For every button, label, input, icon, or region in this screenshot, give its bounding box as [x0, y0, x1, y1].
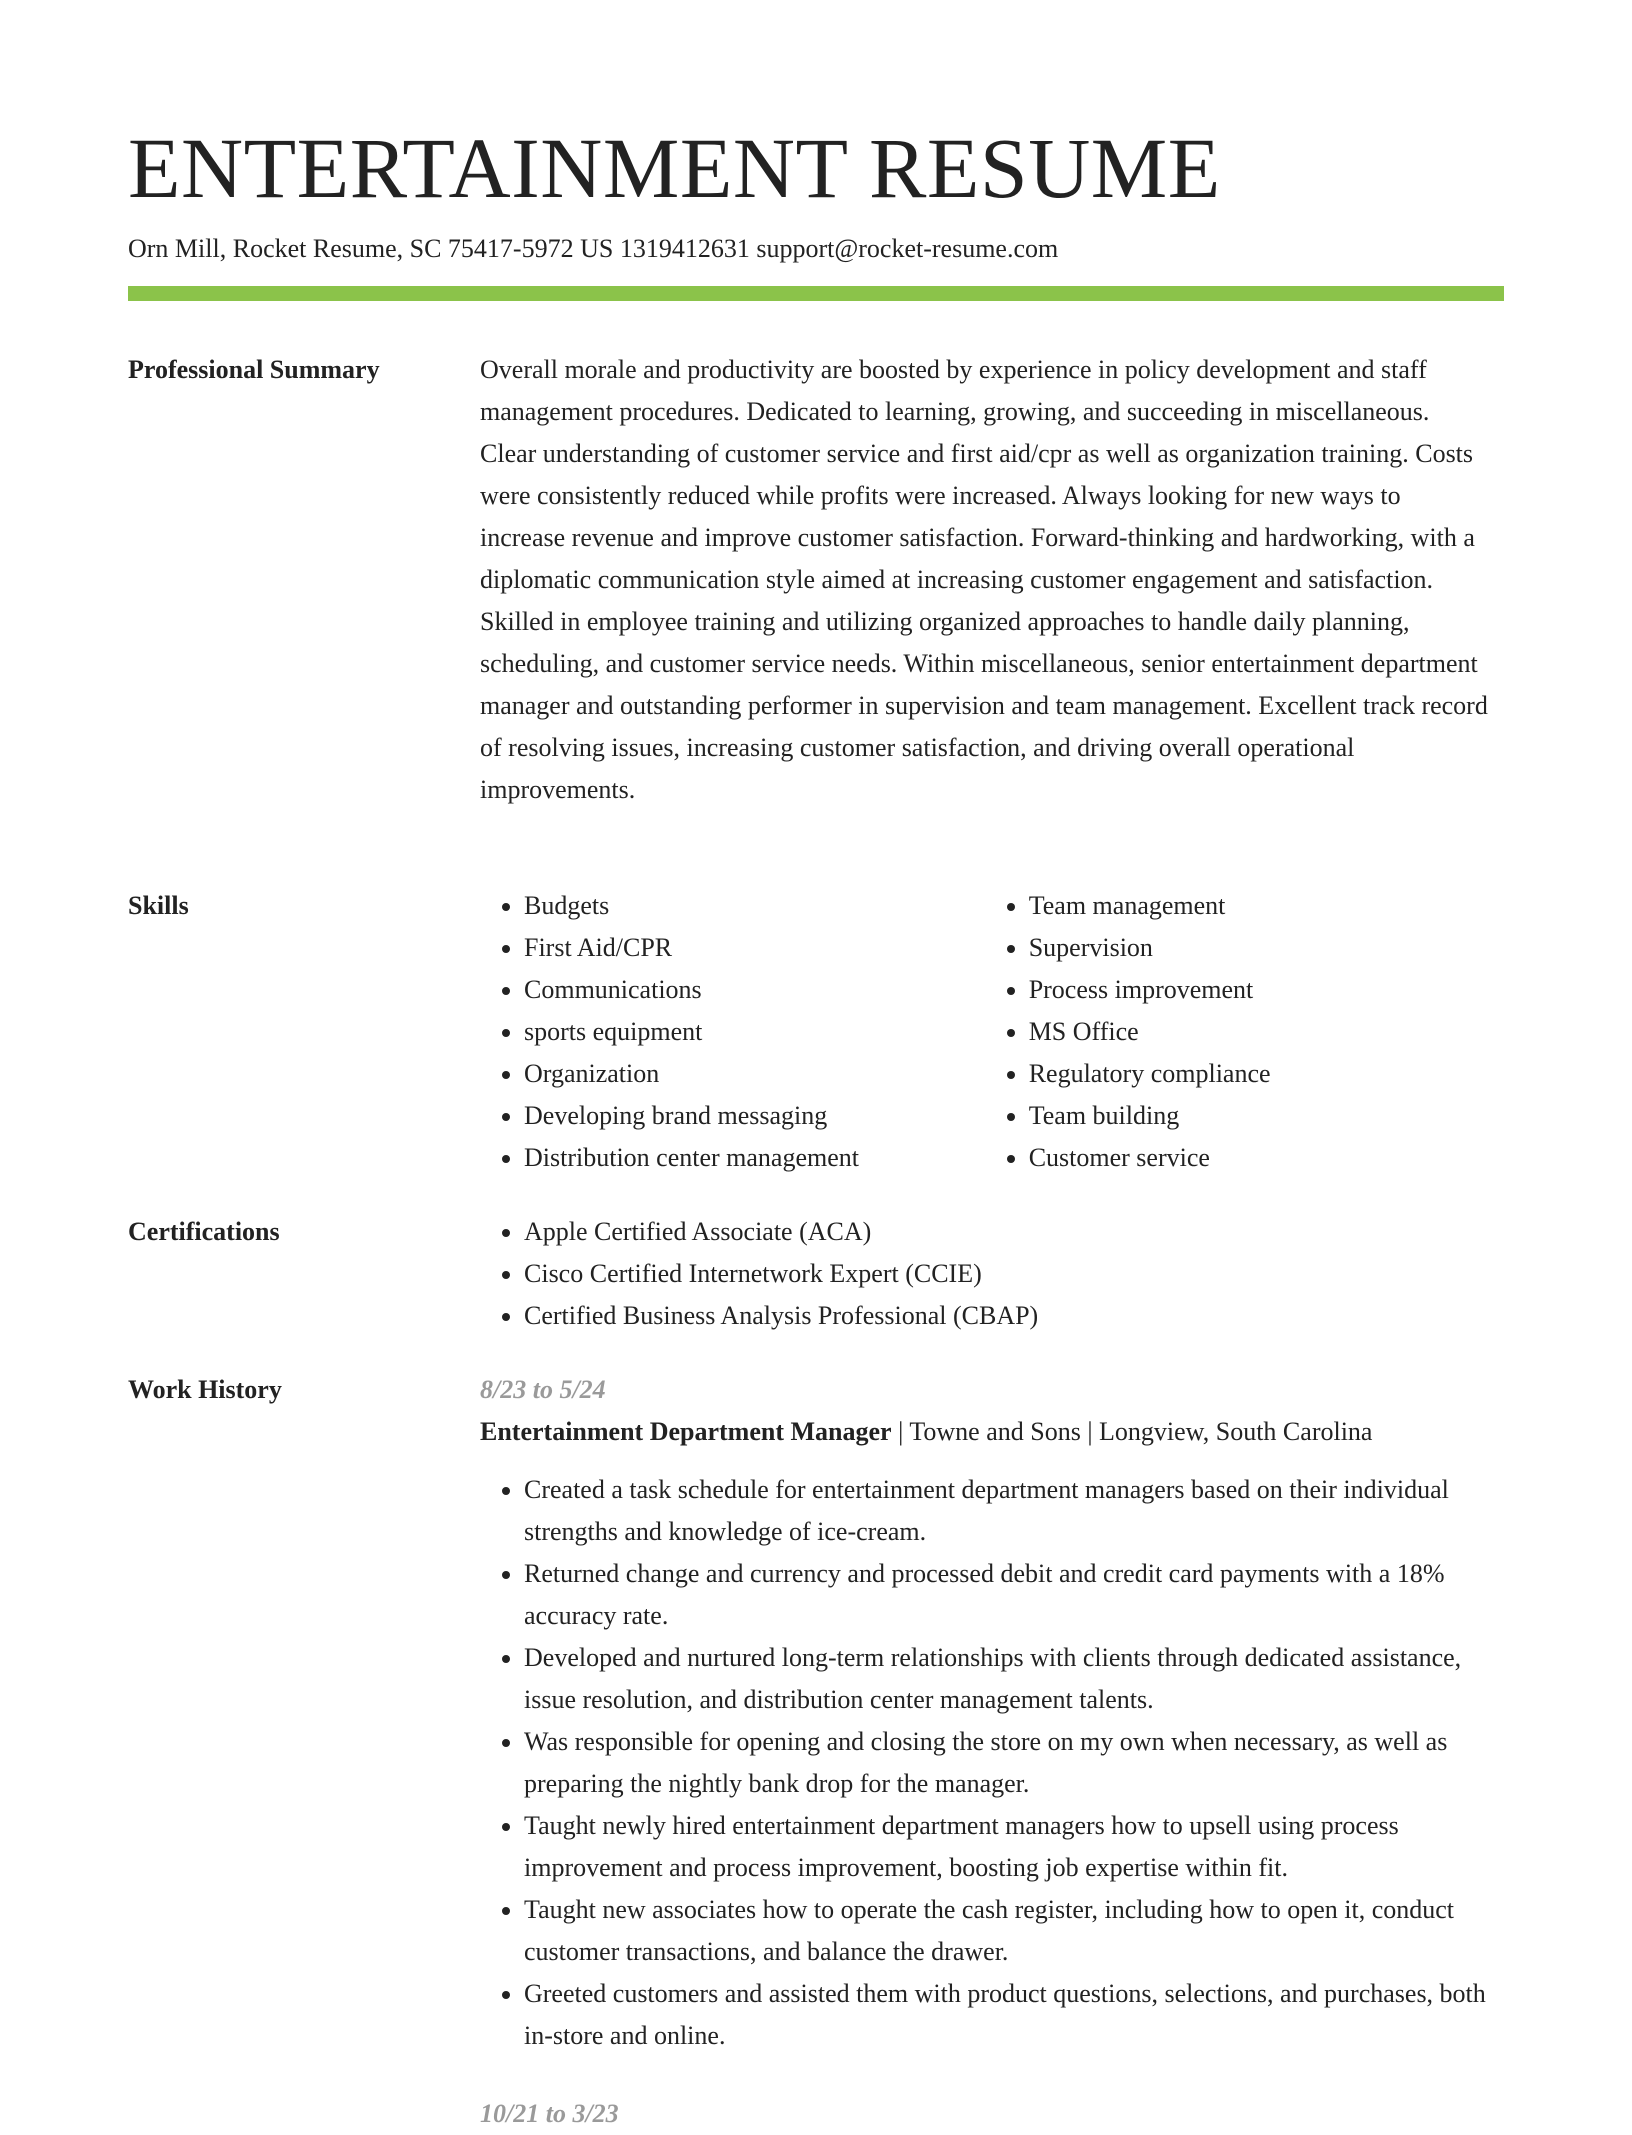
skill-item: • Distribution center management — [524, 1137, 985, 1179]
job-entry — [480, 1369, 1504, 2057]
section-label-summary: Professional Summary — [128, 355, 380, 384]
skill-item: • Team management — [1029, 885, 1504, 927]
responsibility-item: • Taught newly hired entertainment department managers how to upsell using process improvement and process improvement, boosting job expertise within fit. — [524, 1805, 1504, 1889]
job-title: Entertainment Department Manager — [480, 1417, 892, 1446]
summary-text: Overall morale and productivity are boosted by experience in policy development and staff management procedures. Dedicated to learning, growing, and succeeding in miscellaneous. Clear understanding of customer service and first aid/cpr as well as organization training. Costs were consistently reduced while profits were increased. Always looking for new ways to increase revenue and improve customer satisfaction. Forward-thinking and hardworking, with a diplomatic communication style aimed at increasing customer engagement and satisfaction. Skilled in employee training and utilizing organized approaches to handle daily planning, scheduling, and customer service needs. Within miscellaneous, senior entertainment department manager and outstanding performer in supervision and team management. Excellent track record of resolving issues, increasing customer satisfaction, and driving overall operational improvements. — [480, 355, 1488, 804]
responsibility-item: • Returned change and currency and processed debit and credit card payments with a 18% accuracy rate. — [524, 1553, 1504, 1637]
resume-title: ENTERTAINMENT RESUME — [128, 120, 1221, 216]
job-dates: 10/21 to 3/23 — [480, 2099, 619, 2128]
contact-info: Orn Mill, Rocket Resume, SC 75417-5972 US 1319412631 support@rocket-resume.com — [128, 234, 1059, 263]
certifications-body — [480, 1211, 1504, 1337]
responsibility-item: • Greeted customers and assisted them with product questions, selections, and purchases, both in-store and online. — [524, 1973, 1504, 2057]
skills-list-left — [480, 885, 985, 1179]
accent-divider — [128, 286, 1504, 301]
job-employer-location: | Towne and Sons | Longview, South Carolina — [891, 1417, 1373, 1446]
responsibility-item: • Was responsible for opening and closing the store on my own when necessary, as well as preparing the nightly bank drop for the manager. — [524, 1721, 1504, 1805]
skill-item: • MS Office — [1029, 1011, 1504, 1053]
section-label-skills: Skills — [128, 891, 189, 920]
skill-item: • Supervision — [1029, 927, 1504, 969]
job-heading — [480, 1411, 1504, 1453]
skill-item: • Budgets — [524, 885, 985, 927]
section-label-work-history: Work History — [128, 1375, 282, 1404]
certifications-list — [480, 1211, 1504, 1337]
certification-item: • Cisco Certified Internetwork Expert (CCIE) — [524, 1253, 1504, 1295]
responsibility-item: • Created a task schedule for entertainment department managers based on their individual strengths and knowledge of ice-cream. — [524, 1469, 1504, 1553]
work-history-body — [480, 1369, 1504, 2135]
skill-item: • Team building — [1029, 1095, 1504, 1137]
skills-body — [480, 885, 1504, 1179]
responsibility-item: • Developed and nurtured long-term relationships with clients through dedicated assistance, issue resolution, and distribution center management talents. — [524, 1637, 1504, 1721]
skill-item: • sports equipment — [524, 1011, 985, 1053]
skill-item: • Organization — [524, 1053, 985, 1095]
certification-item: • Apple Certified Associate (ACA) — [524, 1211, 1504, 1253]
responsibility-item: • Taught new associates how to operate the cash register, including how to open it, conduct customer transactions, and balance the drawer. — [524, 1889, 1504, 1973]
job-entry — [480, 2093, 1504, 2135]
certification-item: • Certified Business Analysis Professional (CBAP) — [524, 1295, 1504, 1337]
skills-columns — [480, 885, 1504, 1179]
skill-item: • Regulatory compliance — [1029, 1053, 1504, 1095]
skill-item: • Customer service — [1029, 1137, 1504, 1179]
skill-item: • Developing brand messaging — [524, 1095, 985, 1137]
job-responsibilities — [480, 1469, 1504, 2057]
skill-item: • Communications — [524, 969, 985, 1011]
section-label-certifications: Certifications — [128, 1217, 280, 1246]
skill-item: • First Aid/CPR — [524, 927, 985, 969]
skill-item: • Process improvement — [1029, 969, 1504, 1011]
summary-body — [480, 349, 1504, 811]
skills-list-right — [985, 885, 1504, 1179]
job-dates: 8/23 to 5/24 — [480, 1375, 606, 1404]
